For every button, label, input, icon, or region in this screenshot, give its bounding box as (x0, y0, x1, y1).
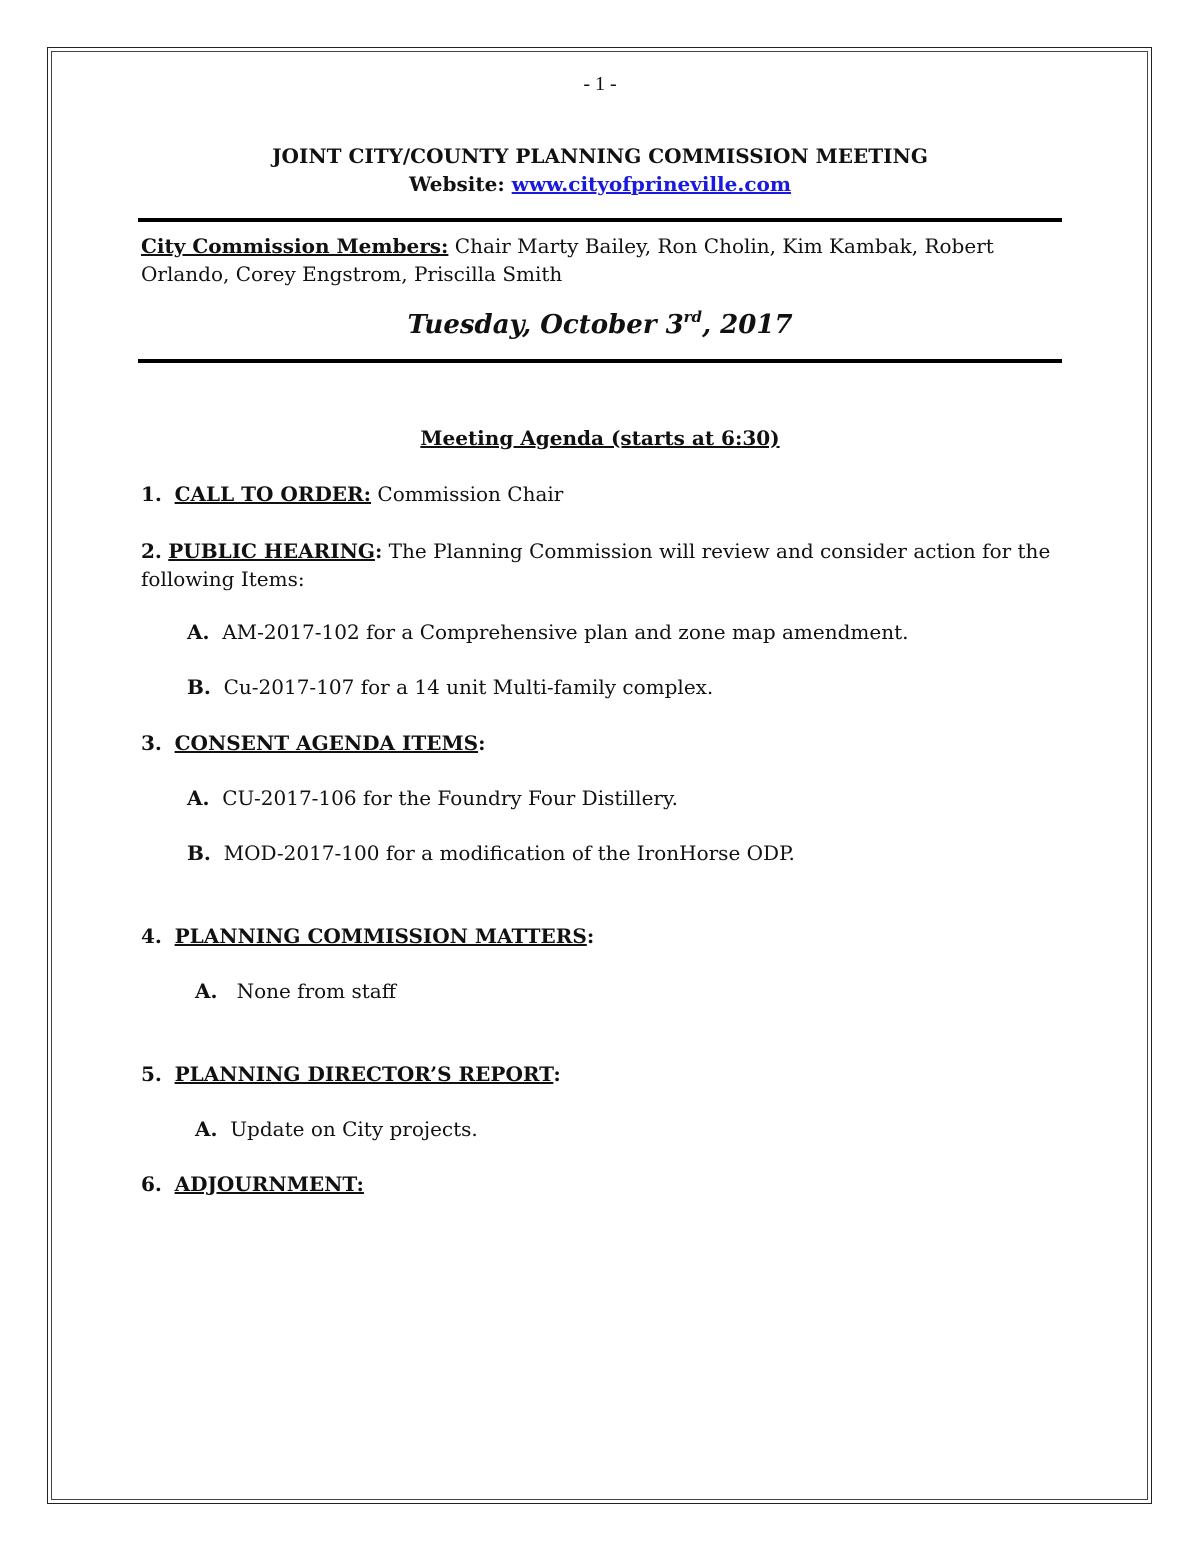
header-rule-bottom (138, 359, 1062, 363)
date-prefix: Tuesday, October 3 (407, 310, 684, 340)
agenda-item-4a (195, 979, 396, 1003)
agenda-item-4 (141, 924, 594, 948)
agenda-item-3 (141, 731, 485, 755)
agenda-item-1 (141, 482, 563, 506)
item-number: 6. (141, 1172, 162, 1196)
sub-text: CU-2017-106 for the Foundry Four Distillery. (222, 786, 678, 810)
header-rule-top (138, 218, 1062, 222)
agenda-item-3b (187, 841, 795, 865)
item-colon: : (478, 731, 486, 755)
agenda-item-3a (187, 786, 678, 810)
agenda-item-2b (187, 675, 713, 699)
item-heading: PLANNING COMMISSION MATTERS (174, 924, 587, 948)
item-text: Commission Chair (371, 482, 564, 506)
date-year: , 2017 (702, 310, 793, 340)
sub-text: MOD-2017-100 for a modification of the IronHorse ODP. (223, 841, 795, 865)
sub-letter: B. (187, 841, 211, 865)
item-number: 5. (141, 1062, 162, 1086)
document-title: JOINT CITY/COUNTY PLANNING COMMISSION MEETING (272, 144, 928, 168)
item-heading: PUBLIC HEARING (168, 539, 375, 563)
sub-text: Update on City projects. (230, 1117, 478, 1141)
website-link[interactable]: www.cityofprineville.com (511, 172, 792, 196)
agenda-item-2 (141, 537, 1066, 593)
sub-text: AM-2017-102 for a Comprehensive plan and zone map amendment. (222, 620, 909, 644)
meeting-date (0, 308, 1200, 340)
item-number: 4. (141, 924, 162, 948)
website-label: Website: (408, 172, 512, 196)
item-colon: : (553, 1062, 561, 1086)
sub-letter: B. (187, 675, 211, 699)
sub-letter: A. (195, 979, 218, 1003)
item-number: 3. (141, 731, 162, 755)
agenda-item-5 (141, 1062, 561, 1086)
item-text: The Planning Commission will review and consider action for the following Items: (141, 539, 1051, 591)
sub-text: Cu-2017-107 for a 14 unit Multi-family complex. (223, 675, 714, 699)
item-number: 1. (141, 482, 162, 506)
sub-letter: A. (195, 1117, 218, 1141)
agenda-item-2a (187, 620, 908, 644)
commission-members (141, 232, 1066, 288)
item-heading: ADJOURNMENT: (174, 1172, 364, 1196)
item-heading: PLANNING DIRECTOR’S REPORT (174, 1062, 554, 1086)
website-line (0, 172, 1200, 196)
sub-letter: A. (187, 620, 210, 644)
item-colon: : (586, 924, 595, 948)
sub-letter: A. (187, 786, 210, 810)
agenda-title: Meeting Agenda (starts at 6:30) (420, 426, 780, 450)
item-colon: : (374, 539, 383, 563)
agenda-item-6 (141, 1172, 364, 1196)
sub-text: None from staff (236, 979, 396, 1003)
date-suffix: rd (683, 308, 703, 326)
item-heading: CONSENT AGENDA ITEMS (174, 731, 479, 755)
page-number: - 1 - (583, 73, 617, 95)
item-number: 2. (141, 539, 162, 563)
members-names: Chair Marty Bailey, Ron Cholin, Kim Kambak, Robert Orlando, Corey Engstrom, Priscilla Smith (141, 234, 994, 286)
agenda-item-5a (195, 1117, 478, 1141)
item-heading: CALL TO ORDER: (174, 482, 372, 506)
members-label: City Commission Members: (141, 234, 449, 258)
